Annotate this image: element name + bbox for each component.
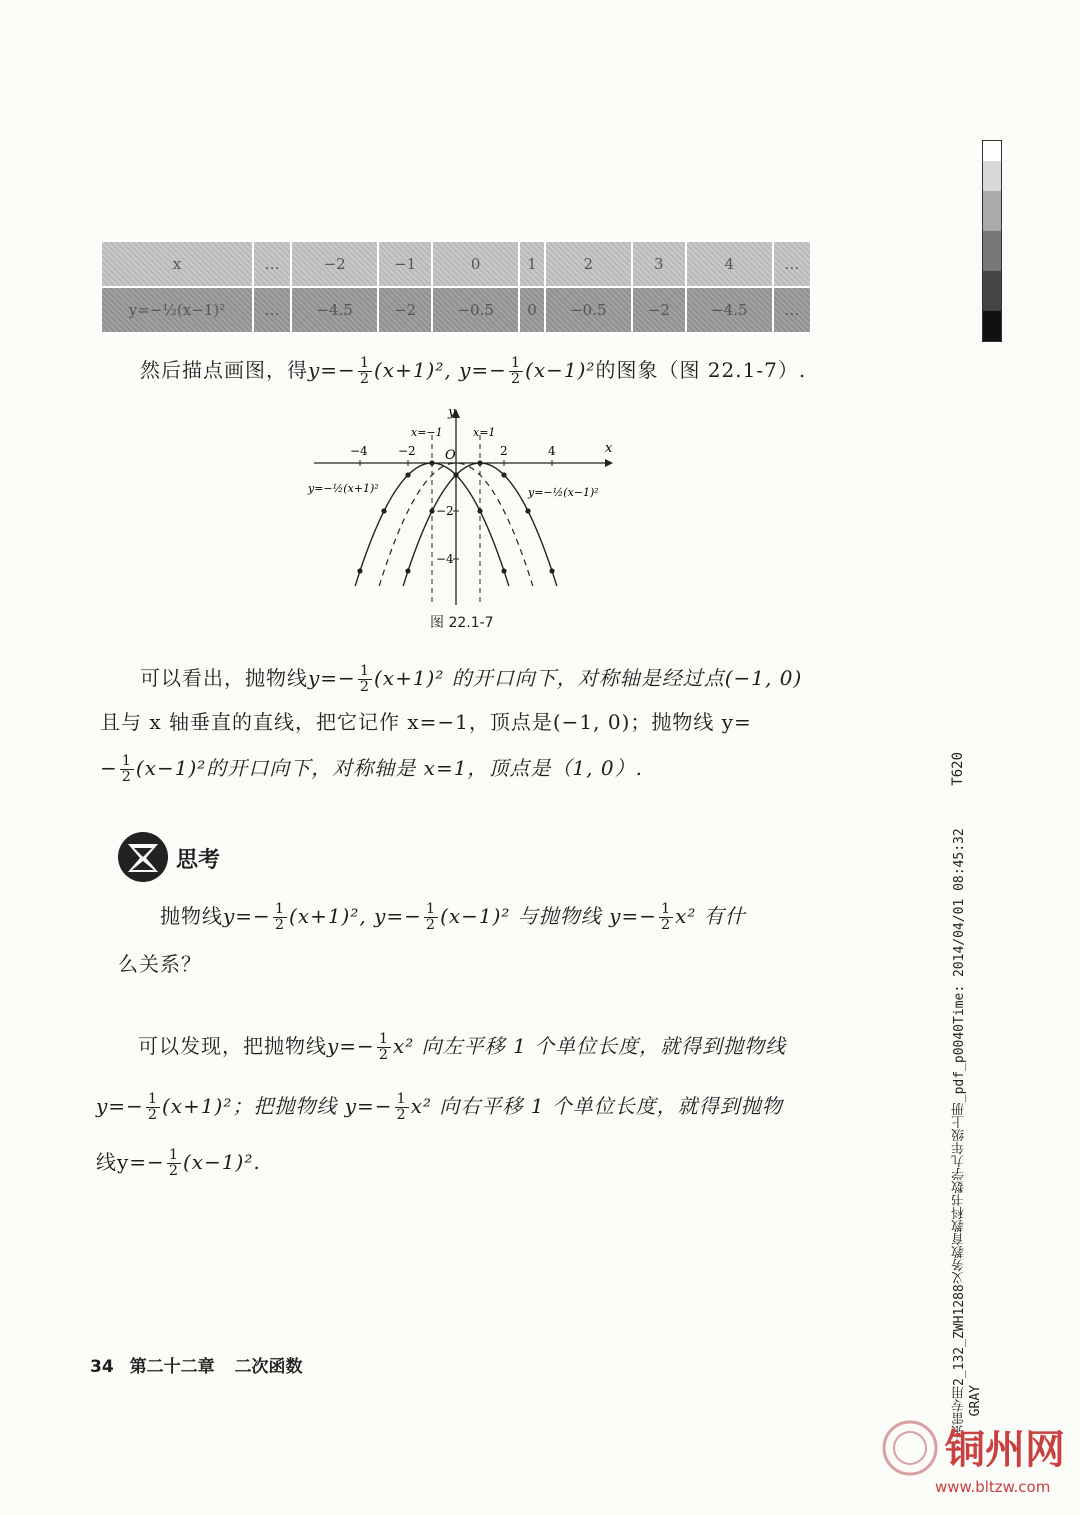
y-tick-label: −4 <box>436 552 454 566</box>
fraction: $\frac{1}{2}$ <box>510 354 522 387</box>
table-cell: … <box>773 287 811 333</box>
value-table <box>100 240 812 334</box>
x-axis-arrow <box>605 459 613 467</box>
x-tick-label: 2 <box>500 444 508 458</box>
table-cell: −2 <box>378 287 432 333</box>
plot-point <box>525 508 530 513</box>
table-cell: 0 <box>519 287 545 333</box>
text: 然后描点画图，得 <box>140 358 308 382</box>
math-text: y=− <box>223 904 271 928</box>
plot-point <box>477 460 482 465</box>
text: 抛物线 <box>160 904 223 928</box>
seal-icon <box>880 1418 940 1478</box>
page-number: 34 <box>90 1357 114 1377</box>
math-text: (x+1)²；把抛物线 y=− <box>161 1094 393 1118</box>
plot-point <box>429 508 434 513</box>
fraction: $\frac{1}{2}$ <box>274 900 285 933</box>
scan-info: 张雷专用2_132_ZWH1288义务教育教科书数学九年级上册_pdf_p0040Time: 2014/04/01 08:45:32 <box>952 828 967 1438</box>
paragraph-discover-line3 <box>96 1136 261 1188</box>
curve-label-left: y=−½(x+1)² <box>308 482 379 495</box>
fraction: $\frac{1}{2}$ <box>147 1090 158 1123</box>
math-text: y=− <box>308 358 356 382</box>
text: 的图象（图 22.1-7）. <box>595 358 807 382</box>
watermark-title: 铜州网 <box>945 1427 1065 1473</box>
fraction: $\frac{1}{2}$ <box>378 1030 389 1063</box>
math-text: (x+1)² 的开口向下，对称轴是经过点(−1, 0) <box>373 666 803 690</box>
table-cell: x <box>101 241 253 287</box>
table-cell: … <box>773 241 811 287</box>
math-text: (x+1)², y=− <box>373 358 507 382</box>
fraction: $\frac{1}{2}$ <box>121 752 132 785</box>
curve-label-right: y=−½(x−1)² <box>528 486 599 499</box>
table-cell: −4.5 <box>686 287 773 333</box>
x-tick-label: 4 <box>548 444 556 458</box>
math-text: (x+1)², y=− <box>288 904 422 928</box>
table-cell: y=−½(x−1)² <box>101 287 253 333</box>
text: 可以看出，抛物线 <box>140 666 308 690</box>
y-axis-label: y <box>448 405 456 420</box>
plot-point <box>357 568 362 573</box>
fraction: $\frac{1}{2}$ <box>396 1090 407 1123</box>
math-text: (x−1)² 与抛物线 y=− <box>440 904 657 928</box>
table-cell: −2 <box>632 287 686 333</box>
grayscale-strip <box>982 140 1002 342</box>
think-heading: 思考 <box>176 848 221 873</box>
paragraph-observe-line3 <box>100 742 643 794</box>
text: 可以发现，把抛物线 <box>138 1034 327 1058</box>
paragraph-discover-line1 <box>138 1020 786 1072</box>
plot-point <box>477 508 482 513</box>
think-question-line1 <box>160 890 746 942</box>
fraction: $\frac{1}{2}$ <box>660 900 672 933</box>
math-text: (x−1)². <box>182 1150 261 1174</box>
paragraph-observe-line2: 且与 x 轴垂直的直线，把它记作 x=−1，顶点是(−1, 0)；抛物线 y= <box>100 710 752 734</box>
math-text: y=− <box>96 1094 144 1118</box>
x-tick-label: −2 <box>398 444 416 458</box>
math-text: x² 向左平移 1 个单位长度，就得到抛物线 <box>392 1034 787 1058</box>
y-tick-label: −2 <box>436 504 454 518</box>
math-text: 线y=− <box>96 1150 165 1174</box>
plot-point <box>405 472 410 477</box>
fraction: $\frac{1}{2}$ <box>359 354 370 387</box>
table-cell: −1 <box>378 241 432 287</box>
paragraph-discover-line2 <box>96 1080 783 1132</box>
plot-point <box>501 568 506 573</box>
table-row-y <box>101 287 811 333</box>
math-text: y=− <box>308 666 356 690</box>
table-cell: … <box>253 241 291 287</box>
math-text: − <box>100 756 118 780</box>
table-cell: −0.5 <box>545 287 632 333</box>
plot-point <box>549 568 554 573</box>
think-question-line2: 么关系？ <box>118 952 202 976</box>
origin-label: O <box>445 448 456 463</box>
table-cell: … <box>253 287 291 333</box>
plot-point <box>453 472 458 477</box>
table-cell: −0.5 <box>432 287 519 333</box>
fraction: $\frac{1}{2}$ <box>359 662 370 695</box>
fraction: $\frac{1}{2}$ <box>425 900 437 933</box>
table-row-x <box>101 241 811 287</box>
math-text: y=− <box>327 1034 375 1058</box>
chapter-label: 第二十二章 <box>129 1357 215 1377</box>
math-text: x² 向右平移 1 个单位长度，就得到抛物 <box>410 1094 783 1118</box>
x-axis-label: x <box>605 441 613 456</box>
plot-point <box>381 508 386 513</box>
table-cell: 1 <box>519 241 545 287</box>
table-cell: −4.5 <box>291 287 378 333</box>
parabola-figure <box>300 400 620 640</box>
math-text: (x−1)² <box>525 358 596 382</box>
x-tick-label: −4 <box>350 444 368 458</box>
plot-point <box>429 460 434 465</box>
paragraph-intro <box>140 344 806 396</box>
table-cell: 3 <box>632 241 686 287</box>
table-cell: −2 <box>291 241 378 287</box>
scan-gray: GRAY <box>968 1385 983 1417</box>
line-label-left: x=−1 <box>411 426 443 439</box>
fraction: $\frac{1}{2}$ <box>168 1146 179 1179</box>
table-cell: 2 <box>545 241 632 287</box>
chapter-title: 二次函数 <box>234 1357 303 1377</box>
watermark-url: www.bltzw.com <box>935 1478 1051 1496</box>
figure-caption: 图 22.1-7 <box>430 615 494 631</box>
page-footer <box>90 1352 303 1377</box>
math-text: x² 有什 <box>675 904 746 928</box>
table-cell: 0 <box>432 241 519 287</box>
think-icon <box>116 830 170 884</box>
math-text: (x−1)²的开口向下，对称轴是 x=1，顶点是（1, 0）. <box>135 756 643 780</box>
plot-point <box>405 568 410 573</box>
line-label-right: x=1 <box>473 426 496 439</box>
margin-code: T620 <box>950 752 966 786</box>
plot-point <box>501 472 506 477</box>
table-cell: 4 <box>686 241 773 287</box>
